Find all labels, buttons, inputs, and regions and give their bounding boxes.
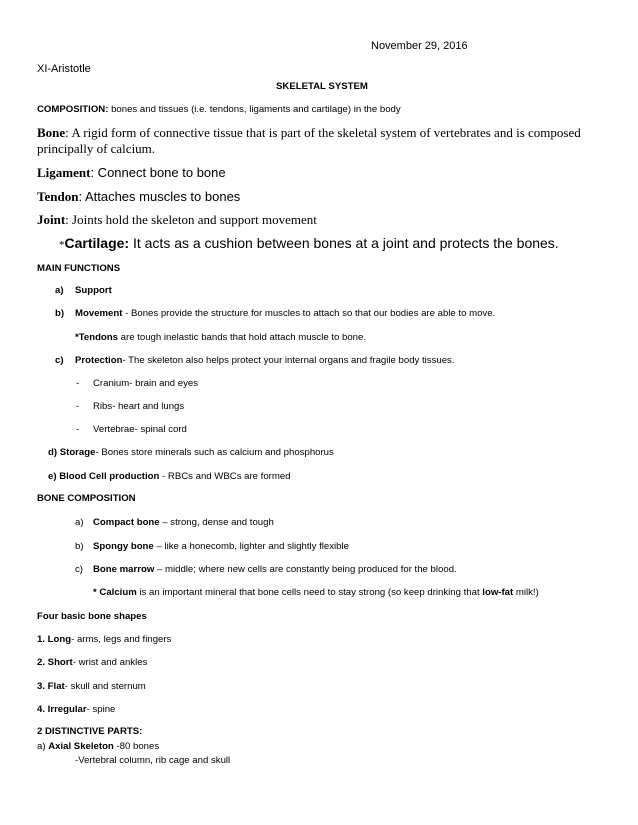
cartilage-definition: *Cartilage: It acts as a cushion between bones at a joint and protects the bones. [59, 235, 559, 251]
date: November 29, 2016 [371, 40, 468, 52]
tendon-definition: Tendon: Attaches muscles to bones [37, 189, 241, 204]
main-functions-heading: MAIN FUNCTIONS [37, 263, 121, 274]
composition-line: COMPOSITION: bones and tissues (i.e. tendons, ligaments and cartilage) in the body [37, 104, 401, 115]
function-e: e) Blood Cell production - RBCs and WBCs are formed [48, 471, 291, 482]
shape-item: 3. Flat- skull and sternum [37, 681, 146, 692]
composition-a: a) Compact bone – strong, dense and tough [75, 517, 274, 528]
function-c: c) Protection- The skeleton also helps protect your internal organs and fragile body tissues. [55, 355, 455, 366]
parts-heading: 2 DISTINCTIVE PARTS: [37, 726, 143, 737]
protection-item: - Cranium- brain and eyes [76, 378, 199, 389]
ligament-definition: Ligament: Connect bone to bone [37, 165, 226, 180]
shapes-heading: Four basic bone shapes [37, 611, 147, 622]
protection-item: - Ribs- heart and lungs [76, 401, 185, 412]
joint-definition: Joint: Joints hold the skeleton and support movement [37, 212, 317, 227]
shape-item: 2. Short- wrist and ankles [37, 657, 148, 668]
page-title: SKELETAL SYSTEM [276, 81, 368, 92]
shape-item: 1. Long- arms, legs and fingers [37, 634, 172, 645]
axial-skeleton-detail: -Vertebral column, rib cage and skull [75, 755, 231, 766]
shape-item: 4. Irregular- spine [37, 704, 116, 715]
composition-c: c) Bone marrow – middle; where new cells are constantly being produced for the blood. [75, 564, 457, 575]
axial-skeleton: a) Axial Skeleton -80 bones [37, 741, 160, 752]
function-a: a) Support [55, 285, 112, 296]
composition-b: b) Spongy bone – like a honecomb, lighter and slightly flexible [75, 541, 349, 552]
protection-item: - Vertebrae- spinal cord [76, 424, 187, 435]
bone-composition-heading: BONE COMPOSITION [37, 493, 136, 504]
calcium-note: * Calcium is an important mineral that bone cells need to stay strong (so keep drinking that low-fat milk!) [93, 587, 539, 598]
bone-definition: Bone: A rigid form of connective tissue that is part of the skeletal system of vertebrates and is composed principally of calcium. [37, 125, 581, 156]
function-b: b) Movement - Bones provide the structure for muscles to attach so that our bodies are able to move. [55, 308, 496, 319]
function-b-note: *Tendons are tough inelastic bands that hold attach muscle to bone. [75, 332, 366, 343]
class-section: XI-Aristotle [37, 63, 91, 75]
function-d: d) Storage- Bones store minerals such as calcium and phosphorus [48, 447, 334, 458]
